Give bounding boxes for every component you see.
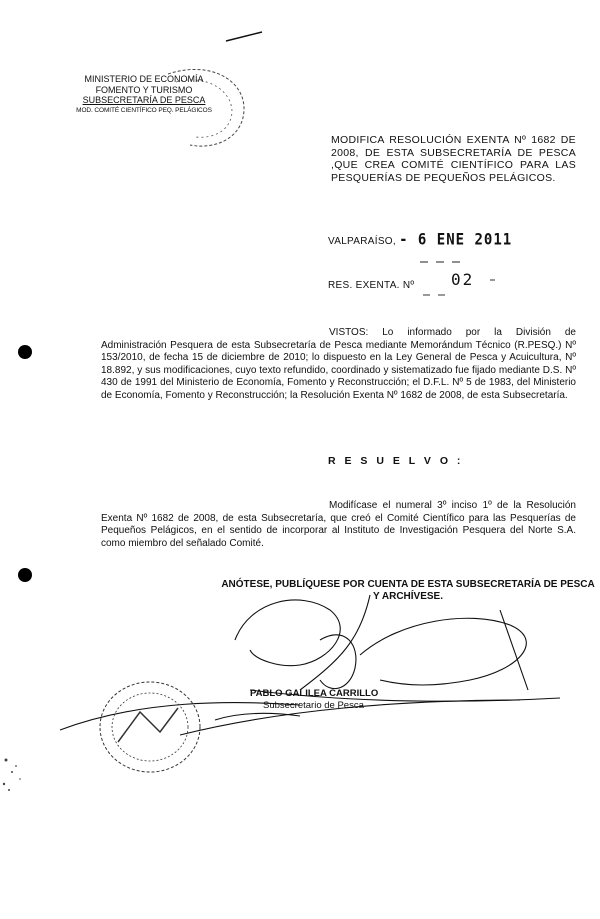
scan-noise xyxy=(3,759,21,792)
signatory-title: Subsecretario de Pesca xyxy=(263,700,364,711)
ministry-seal-bottom xyxy=(100,682,200,772)
header-reference: MOD. COMITÉ CIENTÍFICO PEQ. PELÁGICOS xyxy=(76,106,212,114)
resuelvo-heading: R E S U E L V O : xyxy=(328,455,464,467)
vistos-text: VISTOS: Lo informado por la División de Administración Pesquera de esta Subsecretaría de Pesca mediante Memorándum Técnico (R.PESQ.) Nº 153/2010, de fecha 15 de diciembre de 2010; lo dispuesto en la Ley General de Pesca y Acuicultura, Nº 18.892, y sus modificaciones, cuyo texto refundido, coordinado y sistematizado fue fijado mediante D.S. Nº 430 de 1991 del Ministerio de Economía, Fomento y Reconstrucción; el D.F.L. Nº 5 de 1983, del Ministerio de Economía, Fomento y Reconstrucción; la Resolución Exenta Nº 1682 de 2008, de esta Subsecretaría. xyxy=(101,327,576,401)
header-subsecretaria: SUBSECRETARÍA DE PESCA xyxy=(82,95,206,105)
modificase-paragraph xyxy=(101,500,576,550)
modificase-text: Modifícase el numeral 3º inciso 1º de la Resolución Exenta Nº 1682 de 2008, de esta Subsecretaría, que creó el Comité Científico para las Pesquerías de Pequeños Pelágicos, en el sentido de incorporar al Instituto de Investigación Pesquera del Norte S.A. como miembro del señalado Comité. xyxy=(101,500,576,549)
header-ministry: MINISTERIO DE ECONOMÍA xyxy=(84,74,204,84)
resolution-number: 02 xyxy=(451,270,475,289)
closing-statement: ANÓTESE, PUBLÍQUESE POR CUENTA DE ESTA SUBSECRETARÍA DE PESCA Y ARCHÍVESE. xyxy=(221,579,595,602)
pen-mark xyxy=(226,32,262,41)
ministry-header xyxy=(58,74,230,116)
document-subject: MODIFICA RESOLUCIÓN EXENTA Nº 1682 DE 2008, DE ESTA SUBSECRETARÍA DE PESCA ,QUE CREA COMITÉ CIENTÍFICO PARA LAS PESQUERÍAS DE PEQUEÑOS PELÁGICOS. xyxy=(331,134,576,184)
header-ministry-2: FOMENTO Y TURISMO xyxy=(95,84,193,95)
place-date xyxy=(328,232,512,248)
resolution-label: RES. EXENTA. Nº xyxy=(328,280,415,291)
vistos-paragraph xyxy=(101,327,576,403)
handwritten-signature xyxy=(60,595,560,735)
signatory-name: PABLO GALILEA CARRILLO xyxy=(250,688,379,699)
binder-hole-bottom xyxy=(18,568,32,582)
date-stamp: - 6 ENE 2011 xyxy=(399,230,513,250)
binder-hole-top xyxy=(18,345,32,359)
place-label: VALPARAÍSO, xyxy=(328,236,396,247)
